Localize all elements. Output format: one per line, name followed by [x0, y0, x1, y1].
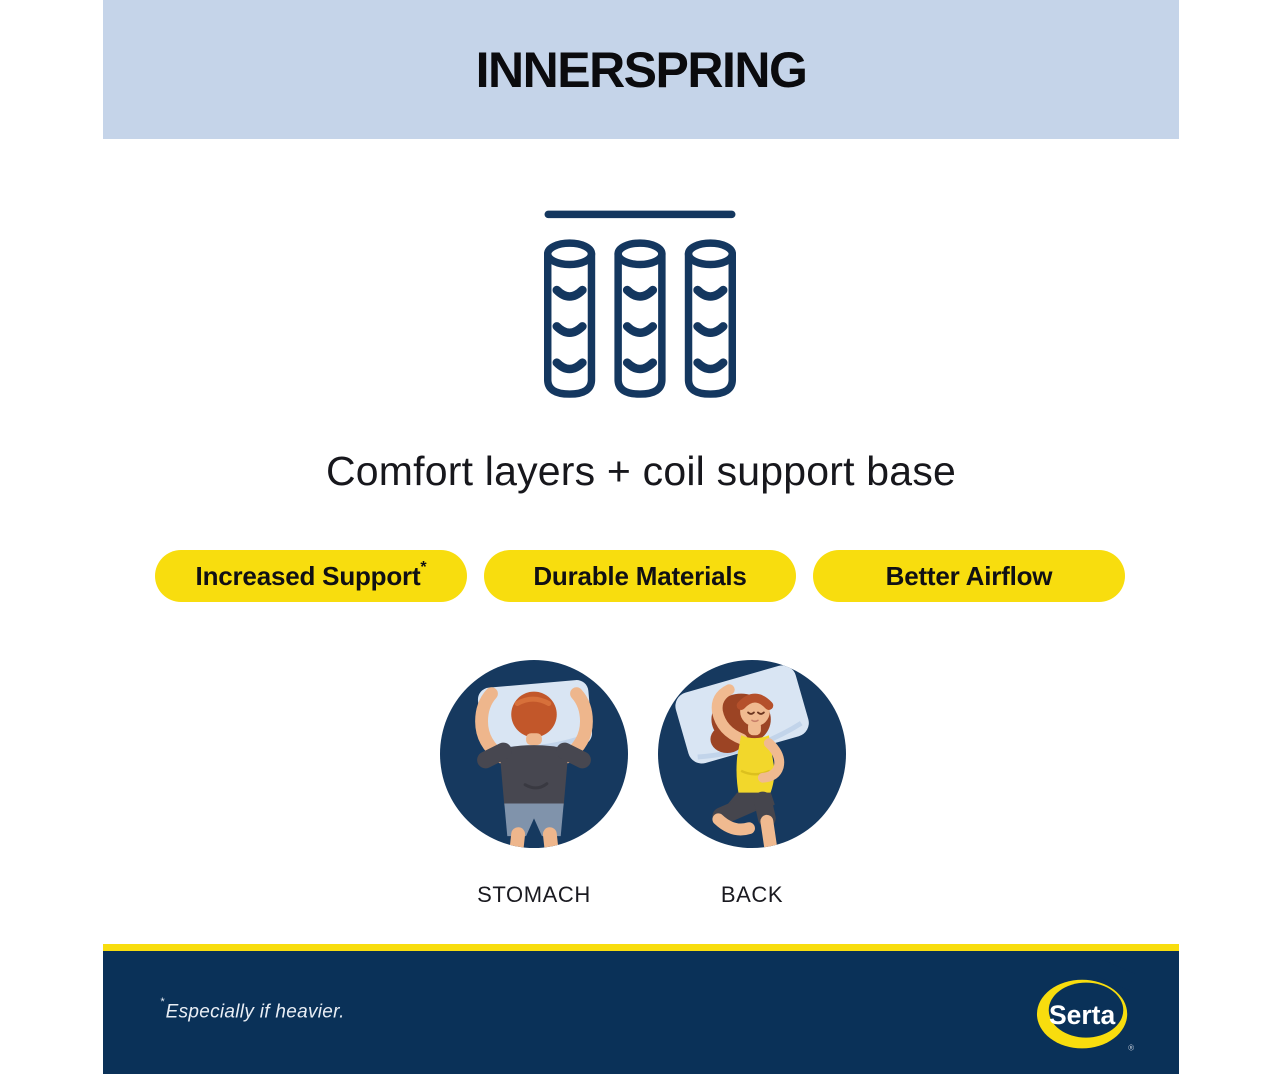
badge-increased-support: Increased Support *: [155, 550, 467, 602]
back-sleeper-illustration: [658, 660, 846, 848]
serta-logo: [1035, 977, 1137, 1055]
registered-mark: ®: [1128, 1042, 1135, 1052]
coil-support-icon: [544, 209, 736, 401]
badge-label: Better Airflow: [885, 560, 1053, 591]
sleep-position-label-back: BACK: [720, 882, 784, 907]
badge-label: Durable Materials: [533, 560, 747, 591]
sleep-position-back: [658, 660, 846, 908]
badge-label: Increased Support: [195, 560, 421, 591]
diagram-caption: Comfort layers + coil support base: [325, 448, 957, 494]
footer-accent-stripe: [103, 944, 1179, 951]
serta-logo-svg: [1035, 977, 1137, 1055]
page-title: INNERSPRING: [475, 41, 807, 98]
sleep-position-stomach: [440, 660, 628, 908]
serta-wordmark: Serta: [1048, 999, 1116, 1030]
coil-support-icon-svg: [544, 209, 736, 401]
badge-durable-materials: [484, 550, 796, 602]
stomach-sleeper-illustration: [440, 660, 628, 848]
sleep-position-label-stomach: STOMACH: [477, 882, 591, 907]
footnote-superscript: *: [160, 996, 165, 1009]
footnote: [160, 996, 345, 1023]
footnote-text: Especially if heavier.: [165, 1001, 345, 1023]
footer-bar: [103, 951, 1179, 1074]
badge-better-airflow: [813, 550, 1125, 602]
header-banner: [103, 0, 1179, 139]
benefit-badges: [0, 550, 1280, 602]
